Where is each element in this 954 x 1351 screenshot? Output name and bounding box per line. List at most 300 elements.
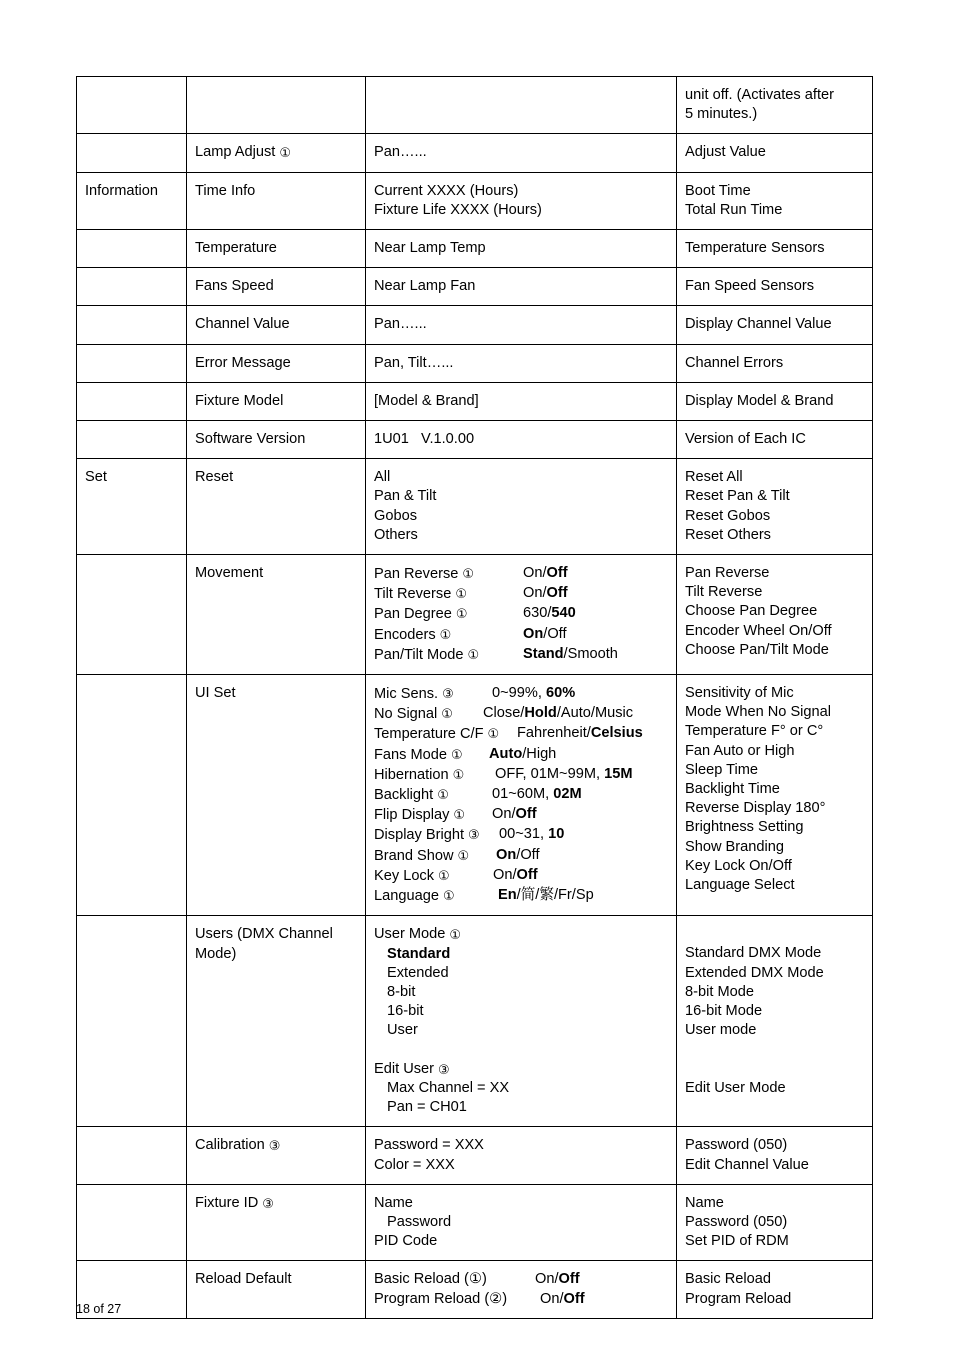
cell-line: Show Branding xyxy=(685,838,784,855)
setting-label-text: Reload Default xyxy=(195,1271,292,1288)
setting-cell xyxy=(187,675,366,916)
cell-line: Near Lamp Fan xyxy=(374,278,476,295)
option-pre: On/ xyxy=(492,806,516,823)
level-mark: ③ xyxy=(438,1061,450,1077)
options-cell xyxy=(366,77,677,134)
cell-line: Name xyxy=(685,1194,724,1211)
menu-group-cell xyxy=(77,421,187,459)
option-label-text: Flip Display xyxy=(374,807,450,824)
setting-cell xyxy=(187,382,366,420)
option-default: 10 xyxy=(548,826,565,843)
menu-row xyxy=(77,134,873,172)
description-cell xyxy=(677,421,873,459)
option-post: /Off xyxy=(516,846,540,863)
option-line xyxy=(374,745,668,765)
spacer xyxy=(685,925,864,944)
options-cell xyxy=(366,382,677,420)
option-values xyxy=(523,564,568,584)
cell-line: User xyxy=(387,1022,418,1039)
level-mark: ① xyxy=(441,706,453,722)
cell-line: Pan…... xyxy=(374,316,427,333)
option-label-text: Temperature C/F xyxy=(374,726,484,743)
setting-label xyxy=(195,684,357,703)
option-values xyxy=(492,785,582,805)
option-default: 540 xyxy=(551,605,576,622)
menu-row xyxy=(77,77,873,134)
option-line xyxy=(374,604,668,624)
option-values xyxy=(498,886,594,906)
cell-line: Total Run Time xyxy=(685,201,783,218)
edit-user-text: Edit User xyxy=(374,1060,435,1077)
option-values xyxy=(523,645,618,665)
option-default: Off xyxy=(558,1271,580,1288)
setting-label-text: Calibration xyxy=(195,1137,265,1154)
cell-line: Brightness Setting xyxy=(685,819,804,836)
cell-line: Choose Pan Degree xyxy=(685,603,818,620)
cell-line: Extended xyxy=(387,964,449,981)
menu-row xyxy=(77,172,873,229)
setting-label xyxy=(195,354,357,373)
option-label xyxy=(374,625,523,645)
level-mark: ① xyxy=(487,726,500,742)
setting-cell xyxy=(187,421,366,459)
cell-line: Mode When No Signal xyxy=(685,704,832,721)
cell-line: Adjust Value xyxy=(685,144,766,161)
option-label xyxy=(374,745,489,765)
cell-line: Display Model & Brand xyxy=(685,392,834,409)
option-values xyxy=(496,846,540,866)
option-line xyxy=(374,825,668,845)
cell-line: Pan = CH01 xyxy=(387,1099,467,1116)
option-pre: On/ xyxy=(493,866,517,883)
setting-label xyxy=(195,86,357,105)
description-cell xyxy=(677,134,873,172)
option-line xyxy=(374,1270,668,1289)
spacer xyxy=(685,1060,864,1079)
menu-group-cell xyxy=(77,675,187,916)
option-label: Basic Reload (①) xyxy=(374,1271,487,1288)
options-cell xyxy=(366,172,677,229)
cell-line: Fan Speed Sensors xyxy=(685,278,814,295)
setting-cell xyxy=(187,1261,366,1318)
cell-line: Choose Pan/Tilt Mode xyxy=(685,641,829,658)
level-mark: ① xyxy=(279,145,291,161)
option-post: /Smooth xyxy=(563,645,618,662)
options-cell xyxy=(366,230,677,268)
menu-group xyxy=(85,239,178,258)
menu-row xyxy=(77,230,873,268)
setting-cell xyxy=(187,459,366,555)
cell-line: Program Reload xyxy=(685,1290,792,1307)
option-default: Hold xyxy=(524,705,557,722)
option-pre: 0~99%, xyxy=(492,685,546,702)
level-mark: ① xyxy=(451,746,463,762)
menu-row xyxy=(77,459,873,555)
option-default: Stand xyxy=(523,645,564,662)
menu-group: Information xyxy=(85,182,159,199)
level-mark: ① xyxy=(467,646,480,662)
cell-line: Reverse Display 180° xyxy=(685,800,826,817)
option-label xyxy=(374,866,493,886)
option-values xyxy=(523,584,568,604)
setting-cell xyxy=(187,1184,366,1261)
option-label xyxy=(374,785,492,805)
option-post: /Auto/Music xyxy=(556,705,634,722)
option-pre: 00~31, xyxy=(499,826,549,843)
option-post: /High xyxy=(522,745,557,762)
option-line xyxy=(374,866,668,886)
menu-row-users xyxy=(77,916,873,1127)
setting-label-text: UI Set xyxy=(195,685,236,702)
option-label-text: Key Lock xyxy=(374,867,435,884)
cell-line: Edit Channel Value xyxy=(685,1156,809,1173)
option-values xyxy=(492,805,537,825)
cell-line: User mode xyxy=(685,1022,757,1039)
option-line xyxy=(374,704,668,724)
cell-line: Pan…... xyxy=(374,144,427,161)
option-line xyxy=(374,724,668,744)
cell-line: Encoder Wheel On/Off xyxy=(685,622,832,639)
cell-line: Others xyxy=(374,526,418,543)
options-cell xyxy=(366,555,677,675)
options-cell xyxy=(366,1184,677,1261)
option-line xyxy=(374,584,668,604)
cell-line: Fixture Life XXXX (Hours) xyxy=(374,201,542,218)
menu-row xyxy=(77,306,873,344)
cell-line: 16-bit xyxy=(387,1003,424,1020)
description-cell xyxy=(677,916,873,1127)
option-line xyxy=(374,1290,668,1309)
setting-cell xyxy=(187,172,366,229)
setting-label-text: Lamp Adjust xyxy=(195,144,276,161)
option-label-text: Fans Mode xyxy=(374,746,448,763)
cell-line: Password (050) xyxy=(685,1137,788,1154)
option-values xyxy=(493,866,538,886)
cell-line: Password xyxy=(387,1213,452,1230)
cell-line: Password = XXX xyxy=(374,1137,484,1154)
setting-cell xyxy=(187,230,366,268)
menu-row-ui-set xyxy=(77,675,873,916)
option-default: Off xyxy=(546,565,568,582)
description-cell xyxy=(677,459,873,555)
menu-row-calibration xyxy=(77,1127,873,1184)
cell-line: Sleep Time xyxy=(685,761,759,778)
menu-group-cell xyxy=(77,459,187,555)
cell-line: Temperature F° or C° xyxy=(685,723,824,740)
cell-line: Display Channel Value xyxy=(685,316,832,333)
setting-cell xyxy=(187,916,366,1127)
menu-group-cell xyxy=(77,172,187,229)
menu-row-movement xyxy=(77,555,873,675)
option-label-text: Encoders xyxy=(374,626,436,643)
setting-label xyxy=(195,143,357,162)
cell-line: Standard DMX Mode xyxy=(685,945,822,962)
options-cell xyxy=(366,459,677,555)
cell-line: All xyxy=(374,469,391,486)
menu-group-cell xyxy=(77,306,187,344)
level-mark: ③ xyxy=(268,1138,281,1154)
level-mark: ① xyxy=(453,807,466,823)
option-label xyxy=(374,886,498,906)
setting-label-text: Error Message xyxy=(195,354,291,371)
level-mark: ① xyxy=(452,766,465,782)
level-mark: ① xyxy=(442,888,455,904)
option-label xyxy=(374,846,496,866)
option-label xyxy=(374,825,499,845)
option-line xyxy=(374,886,668,906)
cell-line: Boot Time xyxy=(685,182,751,199)
option-label-text: Language xyxy=(374,888,439,905)
option-values xyxy=(523,625,567,645)
menu-group-cell xyxy=(77,230,187,268)
cell-line: Pan & Tilt xyxy=(374,488,437,505)
setting-label xyxy=(195,1194,357,1213)
setting-label-text: Software Version xyxy=(195,431,306,448)
option-label-text: No Signal xyxy=(374,706,438,723)
option-pre: On/ xyxy=(535,1271,559,1288)
menu-group-cell xyxy=(77,77,187,134)
cell-line: Basic Reload xyxy=(685,1271,771,1288)
level-mark: ③ xyxy=(468,827,480,843)
menu-table xyxy=(76,76,873,1319)
cell-line: 16-bit Mode xyxy=(685,1003,763,1020)
setting-cell xyxy=(187,306,366,344)
option-default: Off xyxy=(515,806,537,823)
cell-line: Reset Gobos xyxy=(685,507,771,524)
option-values xyxy=(523,604,576,624)
option-line xyxy=(374,625,668,645)
menu-group: Set xyxy=(85,469,107,486)
setting-label-text: Time Info xyxy=(195,182,256,199)
option-values xyxy=(499,825,564,845)
cell-line: Backlight Time xyxy=(685,781,780,798)
description-cell xyxy=(677,172,873,229)
option-pre: OFF, 01M~99M, xyxy=(495,765,605,782)
options-cell xyxy=(366,268,677,306)
menu-group-cell xyxy=(77,382,187,420)
menu-group-cell xyxy=(77,268,187,306)
level-mark: ① xyxy=(455,606,468,622)
option-label-text: Display Bright xyxy=(374,827,465,844)
menu-group-cell xyxy=(77,1127,187,1184)
setting-cell xyxy=(187,555,366,675)
cell-line: Color = XXX xyxy=(374,1156,455,1173)
cell-line: Reset Others xyxy=(685,526,771,543)
option-label xyxy=(374,684,492,704)
cell-line: Gobos xyxy=(374,507,417,524)
description-cell xyxy=(677,1184,873,1261)
cell-line: Temperature Sensors xyxy=(685,240,825,257)
menu-group-cell xyxy=(77,1184,187,1261)
option-default: Off xyxy=(516,866,538,883)
option-default: Celsius xyxy=(590,725,643,742)
menu-row xyxy=(77,344,873,382)
option-pre: On/ xyxy=(523,565,547,582)
cell-line: Pan Reverse xyxy=(685,565,770,582)
option-values xyxy=(495,765,632,785)
option-label xyxy=(374,564,523,584)
description-cell xyxy=(677,555,873,675)
level-mark: ① xyxy=(437,787,449,803)
menu-table-body xyxy=(77,77,873,1319)
option-label-text: Pan Reverse xyxy=(374,566,459,583)
level-mark: ① xyxy=(462,566,475,582)
option-line xyxy=(374,846,668,866)
setting-cell xyxy=(187,1127,366,1184)
page-number: 18 of 27 xyxy=(76,1302,122,1316)
option-default: Auto xyxy=(489,745,523,762)
level-mark: ③ xyxy=(262,1195,274,1211)
level-mark: ① xyxy=(457,847,470,863)
option-line xyxy=(374,765,668,785)
option-line xyxy=(374,645,668,665)
edit-user-title xyxy=(374,1060,668,1079)
setting-label xyxy=(195,925,357,963)
menu-group xyxy=(85,354,178,373)
menu-row-reload-default xyxy=(77,1261,873,1318)
cell-line: Reset Pan & Tilt xyxy=(685,488,790,505)
setting-label xyxy=(195,239,357,258)
options-cell xyxy=(366,916,677,1127)
setting-label-text: Fixture ID xyxy=(195,1194,259,1211)
setting-label-text: Fixture Model xyxy=(195,392,284,409)
option-label-text: Pan/Tilt Mode xyxy=(374,646,464,663)
setting-label xyxy=(195,1270,357,1289)
setting-label-text: Channel Value xyxy=(195,316,290,333)
option-label xyxy=(374,805,492,825)
cell-line: Key Lock On/Off xyxy=(685,857,792,874)
option-line xyxy=(374,785,668,805)
setting-label xyxy=(195,468,357,487)
cell-line: unit off. (Activates after xyxy=(685,87,834,103)
setting-label-text: Users (DMX Channel Mode) xyxy=(195,926,333,962)
cell-line: 1U01 V.1.0.00 xyxy=(374,431,475,448)
menu-group xyxy=(85,86,178,105)
cell-line: [Model & Brand] xyxy=(374,392,479,409)
menu-group xyxy=(85,315,178,334)
option-default: 60% xyxy=(545,685,576,702)
setting-cell xyxy=(187,134,366,172)
level-mark: ③ xyxy=(442,686,454,702)
option-label xyxy=(374,584,523,604)
menu-group xyxy=(85,392,178,411)
setting-cell xyxy=(187,344,366,382)
option-label xyxy=(374,765,495,785)
options-cell xyxy=(366,344,677,382)
cell-line: Sensitivity of Mic xyxy=(685,685,794,702)
option-label-text: Mic Sens. xyxy=(374,686,439,703)
cell-line: Edit User Mode xyxy=(685,1079,786,1096)
level-mark: ① xyxy=(439,626,452,642)
option-default: On xyxy=(523,625,544,642)
setting-label xyxy=(195,182,357,201)
menu-group xyxy=(85,143,178,162)
description-cell xyxy=(677,77,873,134)
level-mark: ① xyxy=(455,586,467,602)
description-cell xyxy=(677,675,873,916)
option-pre: Fahrenheit/ xyxy=(517,725,591,742)
cell-line: Channel Errors xyxy=(685,354,784,371)
description-cell xyxy=(677,230,873,268)
description-cell xyxy=(677,306,873,344)
option-values xyxy=(540,1290,585,1309)
menu-group-cell xyxy=(77,134,187,172)
level-mark: ① xyxy=(438,867,450,883)
options-cell xyxy=(366,134,677,172)
option-pre: Close/ xyxy=(483,705,525,722)
user-mode-text: User Mode xyxy=(374,926,446,943)
option-line xyxy=(374,564,668,584)
option-values xyxy=(517,724,643,744)
menu-group-cell xyxy=(77,916,187,1127)
option-values xyxy=(492,684,575,704)
options-cell xyxy=(366,675,677,916)
cell-line: PID Code xyxy=(374,1233,438,1250)
option-label-text: Tilt Reverse xyxy=(374,586,452,603)
level-mark: ① xyxy=(449,927,462,943)
option-label-text: Backlight xyxy=(374,787,434,804)
description-cell xyxy=(677,268,873,306)
spacer xyxy=(685,1041,864,1060)
option-values xyxy=(483,704,633,724)
description-cell xyxy=(677,1261,873,1318)
option-default: 02M xyxy=(553,786,582,803)
menu-group xyxy=(85,430,178,449)
cell-line: 5 minutes.) xyxy=(685,106,758,123)
option-label xyxy=(374,724,517,744)
setting-label-text: Fans Speed xyxy=(195,278,274,295)
option-pre: On/ xyxy=(523,585,547,602)
option-default: On xyxy=(496,846,517,863)
description-cell xyxy=(677,1127,873,1184)
cell-line: Current XXXX (Hours) xyxy=(374,182,519,199)
description-cell xyxy=(677,344,873,382)
options-cell xyxy=(366,306,677,344)
spacer xyxy=(374,1041,668,1060)
option-post: /简/繁/Fr/Sp xyxy=(516,887,594,904)
option-default: Standard xyxy=(387,945,451,962)
options-cell xyxy=(366,1127,677,1184)
menu-group xyxy=(85,277,178,296)
user-mode-title xyxy=(374,925,668,944)
setting-label xyxy=(195,1136,357,1155)
option-pre: 630/ xyxy=(523,605,552,622)
option-pre: 01~60M, xyxy=(492,786,554,803)
option-label xyxy=(374,604,523,624)
cell-line: Extended DMX Mode xyxy=(685,964,824,981)
option-label xyxy=(374,645,523,665)
option-line xyxy=(374,805,668,825)
cell-line: Reset All xyxy=(685,469,743,486)
cell-line: Language Select xyxy=(685,877,795,894)
option-label-text: Brand Show xyxy=(374,847,454,864)
option-default: En xyxy=(498,887,517,904)
cell-line: Password (050) xyxy=(685,1213,788,1230)
description-cell xyxy=(677,382,873,420)
cell-line: Name xyxy=(374,1194,413,1211)
setting-label xyxy=(195,392,357,411)
options-cell xyxy=(366,421,677,459)
option-default: Off xyxy=(563,1290,585,1307)
option-label xyxy=(374,704,483,724)
cell-line: Set PID of RDM xyxy=(685,1233,789,1250)
user-mode-default xyxy=(374,945,668,964)
option-post: /Off xyxy=(543,625,567,642)
menu-row xyxy=(77,268,873,306)
option-label-text: Pan Degree xyxy=(374,606,452,623)
setting-label-text: Movement xyxy=(195,565,264,582)
setting-label xyxy=(195,277,357,296)
